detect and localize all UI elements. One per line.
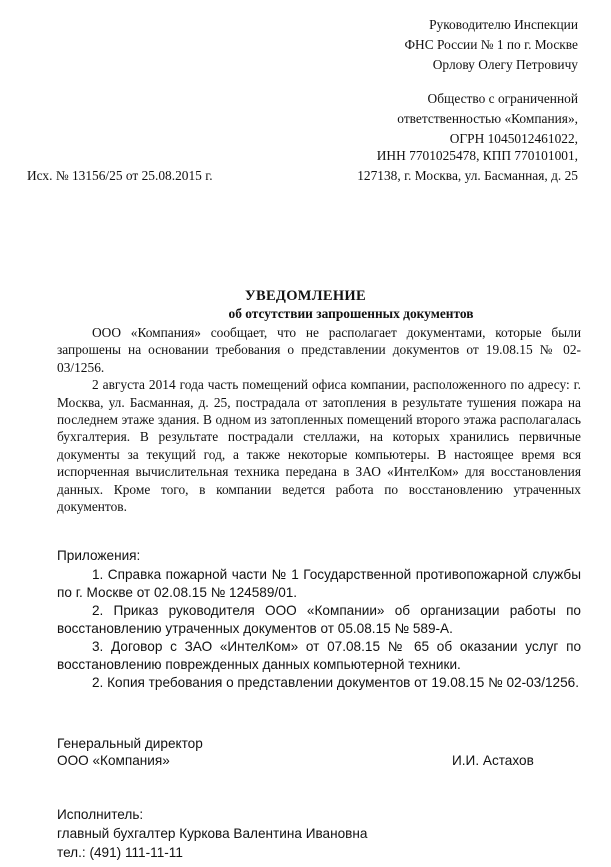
body-paragraph: 2 августа 2014 года часть помещений офиса компании, расположенного по адресу: г. Москва, ул. Басманная, д. 25, пострадала от затопления в результате тушения пожара на последнем этаже здания. В одном из затопленных помещений второго этажа располагалась бухгалтерия. В результате пострадали стеллажи, на которых хранились первичные документы за текущий год, а также некоторые компьютеры. В настоящее время вся испорченная вычислительная техника передана в ЗАО «ИнтелКом» для восстановления данных. Кроме того, в компании ведется работа по восстановлению утраченных документов. [57,377,581,515]
executor-phone: тел.: (491) 111-11-11 [57,845,183,860]
attachments-list [57,566,581,692]
attachment-item: 2. Приказ руководителя ООО «Компании» об организации работы по восстановлению утраченных документов от 05.08.15 № 589-А. [57,603,581,636]
document-title: УВЕДОМЛЕНИЕ [245,288,366,304]
executor-name: главный бухгалтер Куркова Валентина Ивановна [57,826,368,841]
signatory-company: ООО «Компания» [57,753,170,768]
sender-line: 127138, г. Москва, ул. Басманная, д. 25 [357,168,578,183]
attachment-item: 2. Копия требования о представлении документов от 19.08.15 № 02-03/1256. [92,675,580,690]
sender-line: ОГРН 1045012461022, [449,131,578,146]
attachment-item: 3. Договор с ЗАО «ИнтелКом» от 07.08.15 № 65 об оказании услуг по восстановлению поврежденных данных компьютерной техники. [57,639,581,672]
executor-label: Исполнитель: [57,807,144,822]
body-paragraph: ООО «Компания» сообщает, что не располагает документами, которые были запрошены на основании требования о представлении документов от 19.08.15 № 02-03/1256. [57,325,581,375]
addressee-line: Орлову Олегу Петровичу [432,57,578,72]
attachment-item: 1. Справка пожарной части № 1 Государственной противопожарной службы по г. Москве от 02.08.15 № 124589/01. [57,567,581,600]
sender-line: ИНН 7701025478, КПП 770101001, [376,148,578,163]
outgoing-number: Исх. № 13156/25 от 25.08.2015 г. [27,168,213,183]
signatory-name: И.И. Астахов [452,753,534,768]
document-subtitle: об отсутствии запрошенных документов [228,306,474,321]
sender-line: Общество с ограниченной [427,91,578,106]
addressee-line: ФНС России № 1 по г. Москве [404,37,578,52]
addressee-line: Руководителю Инспекции [429,17,578,32]
letter-body [57,324,581,515]
attachments-heading: Приложения: [57,548,141,563]
signatory-position: Генеральный директор [57,736,203,751]
sender-line: ответственностью «Компания», [397,111,578,126]
